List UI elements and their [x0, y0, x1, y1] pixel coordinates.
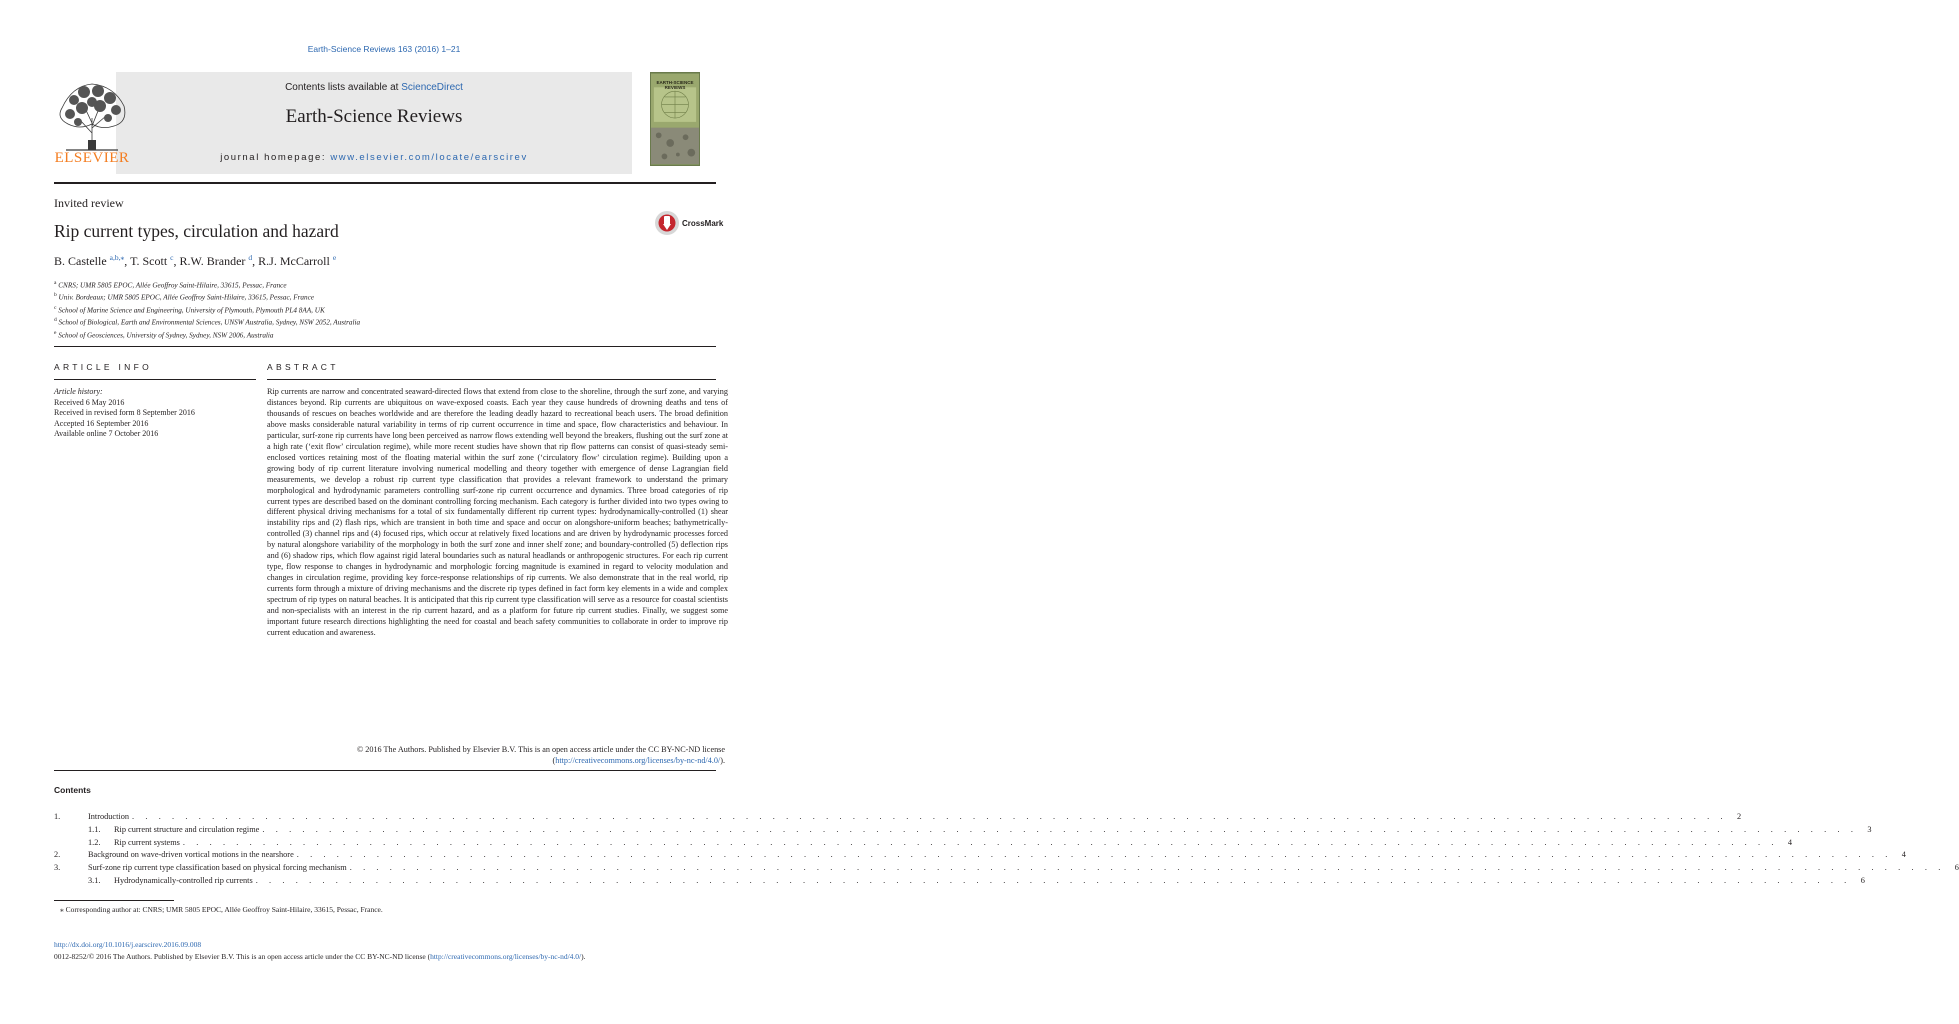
toc-number: 1.1. [88, 824, 101, 834]
header-divider [54, 182, 716, 184]
crossmark-icon[interactable] [654, 210, 680, 236]
toc-leader-dots: . . . . . . . . . . . . . . . . . . . . . . . . . . . . . . . . . . . . . . . . . . . . . . . . . . . . . . . . . . . . . . . . . . . . . . . . . . . . . . . . . . . . . . . . . . . . . . . . . . . . . . . . . . . . . . . . . . . . . . . . [296, 850, 1892, 860]
issn-close: ). [581, 952, 586, 961]
toc-page-number[interactable]: 4 [1787, 837, 1793, 847]
history-accepted: Accepted 16 September 2016 [54, 418, 149, 428]
toc-page-number[interactable]: 2 [1737, 812, 1742, 821]
affiliation-text: Univ. Bordeaux; UMR 5805 EPOC, Allée Geoffroy Saint-Hilaire, 33615, Pessac, France [58, 293, 314, 302]
contents-heading: Contents [54, 785, 91, 795]
abstract-copyright [267, 745, 725, 767]
affiliation-text: School of Biological, Earth and Environmental Sciences, UNSW Australia, Sydney, NSW 2052, Australia [58, 318, 361, 327]
toc-page-number[interactable]: 4 [1901, 850, 1906, 860]
author-name[interactable]: R.W. Brander [179, 254, 246, 268]
toc-entry[interactable] [54, 824, 1872, 838]
footnote-text: Corresponding author at: CNRS; UMR 5805 EPOC, Allée Geoffroy Saint-Hilaire, 33615, Pessac, France. [65, 905, 383, 914]
history-received: Received 6 May 2016 [54, 397, 125, 407]
license-open: ( [552, 755, 556, 765]
corresponding-author-marker[interactable]: ⁎ [120, 253, 125, 262]
copyright-text: © 2016 The Authors. Published by Elsevier B.V. This is an open access article under the CC BY-NC-ND license [356, 745, 725, 754]
affiliation-list [54, 278, 360, 340]
footnote-rule [54, 900, 174, 901]
toc-page-number[interactable]: 3 [1867, 824, 1872, 834]
author-affiliation-marker[interactable]: e [332, 253, 337, 262]
affiliation-marker: d [54, 317, 57, 324]
author-separator: , [173, 254, 180, 268]
doi-link[interactable]: http://dx.doi.org/10.1016/j.earscirev.2016.09.008 [54, 940, 202, 949]
affiliation-marker: e [54, 329, 57, 336]
issn-license-line [54, 952, 586, 961]
history-online: Available online 7 October 2016 [54, 429, 159, 438]
toc-title[interactable]: Hydrodynamically-controlled rip currents [114, 875, 253, 885]
author-separator: , [252, 254, 259, 268]
affiliation-item [54, 315, 360, 327]
corresponding-author-footnote [60, 905, 383, 914]
footer-license-link[interactable]: http://creativecommons.org/licenses/by-nc-nd/4.0/ [430, 952, 582, 961]
toc-entry[interactable] [54, 875, 1865, 889]
affiliation-marker: b [54, 292, 57, 299]
abstract-body: Rip currents are narrow and concentrated seaward-directed flows that extend from close to the shoreline, through the surf zone, and varying distances beyond. Rip currents are ubiquitous on wave-exposed coasts. Each year they cause hundreds of drowning deaths and tens of thousands of rescues on beaches worldwide and are therefore the leading deadly hazard to recreational beach users. The broad definition above masks considerable natural variability in terms of rip current occurrence in time and space, flow characteristics and behaviour. In particular, surf-zone rip currents have long been perceived as narrow flows extending well beyond the breakers, flushing out the surf zone at a high rate (‘exit flow’ circulation regime), while more recent studies have shown that rip flow patterns can consist of quasi-steady semi-enclosed vortices retaining most of the floating material within the surf zone (‘circulatory flow’ circulation regime). Building upon a growing body of rip current literature involving numerical modelling and theory together with emergence of dense Lagrangian field measurements, we develop a robust rip current type classification that provides a relevant framework to understand the primary morphological and hydrodynamic parameters controlling surf-zone rip current occurrence and dynamics. Three broad categories of rip current types are described based on the dominant controlling forcing mechanism. Each category is further divided into two types owing to different physical driving mechanisms for a total of six fundamentally different rip current types: hydrodynamically-controlled (1) shear instability rips and (2) flash rips, which are transient in both time and space and occur on alongshore-uniform beaches; bathymetrically-controlled (3) channel rips and (4) focused rips, which occur at relatively fixed locations and are driven by hydrodynamic processes forced by natural alongshore variability of the morphology in both the surf zone and inner shelf zone; and boundary-controlled (5) deflection rips and (6) shadow rips, which flow against rigid lateral boundaries such as natural headlands or anthropogenic structures. For each rip current type, flow response to changes in hydrodynamic and morphologic forcing magnitude is examined in regard to velocity modulation and changes in circulation regime, providing key force-response relationships of rip currents. We also demonstrate that in the real world, rip currents form through a mixture of driving mechanisms and the discrete rip types defined in fact form key elements in a wide and complex spectrum of rip types on natural beaches. It is anticipated that this rip current type classification will serve as a resource for coastal scientists and non-specialists with an interest in the rip current hazard, and as a platform for future rip current studies. Finally, we suggest some important future research directions highlighting the need for coastal and beach safety communities to collaborate in order to improve rip current education and awareness. [267, 387, 728, 637]
author-affiliation-marker[interactable]: d [248, 253, 253, 262]
contents-divider [54, 770, 716, 771]
author-affiliation-marker[interactable]: a,b, [109, 253, 121, 262]
toc-page-number[interactable]: 6 [1860, 875, 1865, 885]
table-of-contents [54, 812, 1959, 889]
affiliation-item [54, 303, 360, 315]
article-info-heading: ARTICLE INFO [54, 362, 153, 372]
affiliation-text: School of Geosciences, University of Sydney, Sydney, NSW 2006, Australia [58, 330, 274, 339]
toc-leader-dots: . . . . . . . . . . . . . . . . . . . . . . . . . . . . . . . . . . . . . . . . . . . . . . . . . . . . . . . . . . . . . . . . . . . . . . . . . . . . . . . . . . . . . . . . . . . . . . . . . . . . . . . . . . . . . . . . . . . . . . . . [255, 875, 1851, 885]
toc-entry[interactable] [54, 863, 1959, 876]
journal-citation[interactable]: Earth-Science Reviews 163 (2016) 1–21 [307, 44, 461, 54]
article-history [54, 387, 195, 440]
homepage-link[interactable]: www.elsevier.com/locate/earscirev [330, 152, 528, 163]
journal-name: Earth-Science Reviews [285, 106, 463, 127]
toc-title[interactable]: Surf-zone rip current type classification based on physical forcing mechanism [88, 863, 347, 873]
history-revised: Received in revised form 8 September 2016 [54, 408, 195, 417]
toc-entry[interactable] [54, 850, 1906, 863]
toc-title[interactable]: Background on wave-driven vortical motions in the nearshore [88, 850, 294, 860]
article-title: Rip current types, circulation and hazard [54, 221, 339, 241]
author-name[interactable]: R.J. McCarroll [258, 254, 330, 268]
affiliation-marker: a [54, 280, 57, 286]
toc-number: 2. [54, 850, 61, 860]
affiliation-item [54, 290, 360, 302]
toc-number: 3.1. [88, 875, 101, 885]
author-name[interactable]: T. Scott [130, 254, 168, 268]
abstract-rule [267, 379, 716, 380]
affiliation-item [54, 328, 360, 340]
history-label: Article history: [54, 387, 103, 396]
toc-number: 1. [54, 812, 61, 821]
journal-homepage [116, 152, 632, 163]
article-type: Invited review [54, 196, 124, 210]
contents-prefix: Contents lists available at [285, 82, 402, 93]
contents-availability [116, 82, 632, 93]
toc-title[interactable]: Introduction [88, 812, 130, 821]
toc-leader-dots: . . . . . . . . . . . . . . . . . . . . . . . . . . . . . . . . . . . . . . . . . . . . . . . . . . . . . . . . . . . . . . . . . . . . . . . . . . . . . . . . . . . . . . . . . . . . . . . . . . . . . . . . . . . . . . . . . . . . . . . . [182, 837, 1779, 847]
toc-entry[interactable] [54, 837, 1793, 851]
sciencedirect-link[interactable]: ScienceDirect [401, 82, 463, 93]
toc-number: 3. [54, 863, 61, 873]
elsevier-wordmark: ELSEVIER [54, 150, 130, 166]
footnote-star: ⁎ [60, 905, 64, 914]
author-affiliation-marker[interactable]: c [170, 253, 174, 262]
author-name[interactable]: B. Castelle [54, 254, 107, 268]
toc-title[interactable]: Rip current structure and circulation regime [114, 824, 260, 834]
cover-title: EARTH-SCIENCE REVIEWS [656, 80, 694, 90]
toc-leader-dots: . . . . . . . . . . . . . . . . . . . . . . . . . . . . . . . . . . . . . . . . . . . . . . . . . . . . . . . . . . . . . . . . . . . . . . . . . . . . . . . . . . . . . . . . . . . . . . . . . . . . . . . . . . . . . . . . . . . . . . . . [349, 863, 1945, 873]
affiliation-text: CNRS; UMR 5805 EPOC, Allée Geoffroy Saint-Hilaire, 33615, Pessac, France [58, 281, 287, 290]
author-separator: , [124, 254, 131, 268]
crossmark-label[interactable]: CrossMark [682, 219, 724, 228]
affiliation-text: School of Marine Science and Engineering, University of Plymouth, Plymouth PL4 8AA, UK [58, 306, 325, 315]
license-link[interactable]: http://creativecommons.org/licenses/by-nc-nd/4.0/ [555, 755, 721, 765]
affiliation-item [54, 278, 360, 290]
license-close: ). [720, 755, 725, 765]
article-info-rule [54, 379, 256, 380]
toc-number: 1.2. [88, 837, 101, 847]
toc-leader-dots: . . . . . . . . . . . . . . . . . . . . . . . . . . . . . . . . . . . . . . . . . . . . . . . . . . . . . . . . . . . . . . . . . . . . . . . . . . . . . . . . . . . . . . . . . . . . . . . . . . . . . . . . . . . . . . . . . . . . . . . . [132, 812, 1728, 821]
toc-entry[interactable] [54, 812, 1742, 825]
toc-page-number[interactable]: 6 [1954, 863, 1959, 873]
issn-text: 0012-8252/© 2016 The Authors. Published by Elsevier B.V. This is an open access article under the CC BY-NC-ND license ( [54, 952, 431, 961]
affiliation-marker: c [54, 304, 57, 311]
author-list [54, 253, 336, 269]
meta-divider [54, 346, 716, 347]
toc-title[interactable]: Rip current systems [114, 837, 180, 847]
toc-leader-dots: . . . . . . . . . . . . . . . . . . . . . . . . . . . . . . . . . . . . . . . . . . . . . . . . . . . . . . . . . . . . . . . . . . . . . . . . . . . . . . . . . . . . . . . . . . . . . . . . . . . . . . . . . . . . . . . . . . . . . . . . [262, 824, 1858, 834]
abstract-heading: ABSTRACT [267, 362, 339, 372]
homepage-prefix: journal homepage: [220, 152, 331, 163]
